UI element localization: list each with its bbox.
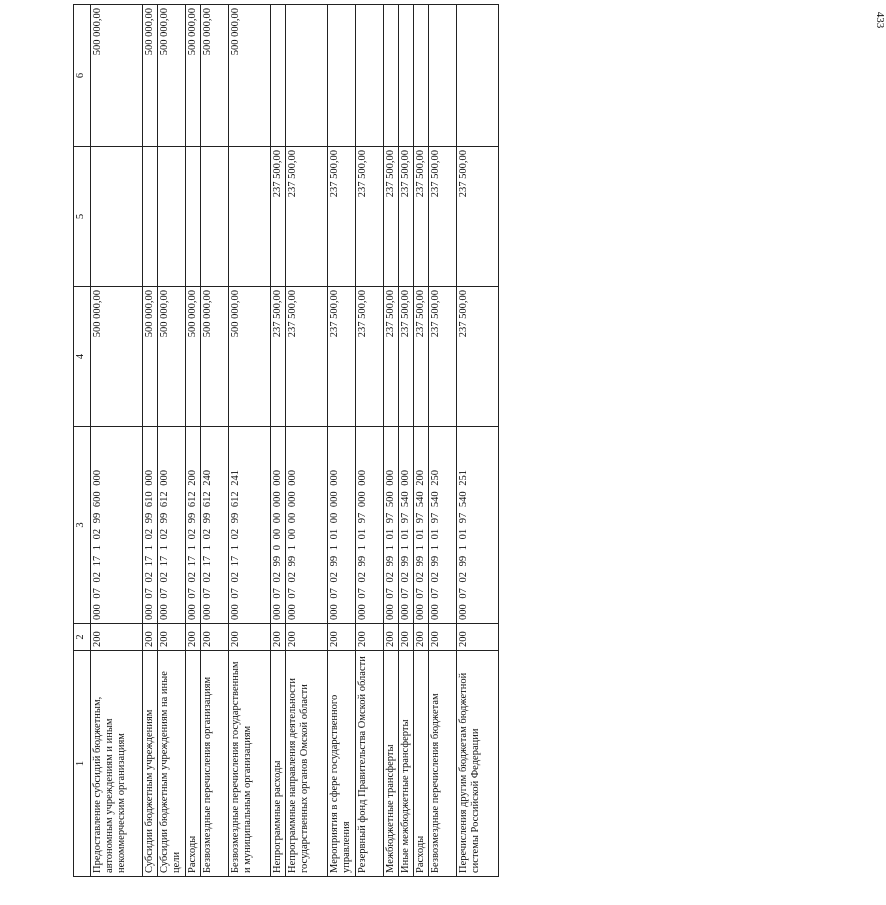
row-admin-code: 200 bbox=[143, 624, 158, 651]
row-value-col4: 237 500,00 bbox=[399, 287, 414, 427]
row-value-col4: 500 000,00 bbox=[91, 287, 143, 427]
row-name: Безвозмездные перечисления государственным и муниципальным организациям bbox=[229, 651, 271, 877]
table-header bbox=[74, 5, 91, 877]
row-value-col6: 500 000,00 bbox=[158, 5, 186, 147]
row-admin-code: 200 bbox=[414, 624, 429, 651]
row-value-col5: 237 500,00 bbox=[384, 147, 399, 287]
row-value-col5: 237 500,00 bbox=[356, 147, 384, 287]
row-value-col4: 500 000,00 bbox=[143, 287, 158, 427]
header-cell-3: 3 bbox=[74, 427, 91, 624]
row-value-col5: 237 500,00 bbox=[271, 147, 286, 287]
row-value-col6: 500 000,00 bbox=[186, 5, 201, 147]
row-admin-code: 200 bbox=[229, 624, 271, 651]
row-value-col4: 500 000,00 bbox=[186, 287, 201, 427]
row-value-col4: 237 500,00 bbox=[414, 287, 429, 427]
row-value-col5 bbox=[201, 147, 229, 287]
table-row bbox=[384, 5, 399, 877]
table-row bbox=[158, 5, 186, 877]
row-budget-code: 000 07 02 99 1 00 00 000 000 bbox=[286, 427, 328, 624]
table-row bbox=[143, 5, 158, 877]
row-name: Расходы bbox=[186, 651, 201, 877]
row-name: Межбюджетные трансферты bbox=[384, 651, 399, 877]
row-value-col6: 500 000,00 bbox=[91, 5, 143, 147]
table-row bbox=[414, 5, 429, 877]
row-admin-code: 200 bbox=[201, 624, 229, 651]
row-name: Мероприятия в сфере государственного управления bbox=[328, 651, 356, 877]
row-name: Иные межбюджетные трансферты bbox=[399, 651, 414, 877]
row-value-col6 bbox=[414, 5, 429, 147]
row-name: Субсидии бюджетным учреждениям на иные цели bbox=[158, 651, 186, 877]
table-row bbox=[91, 5, 143, 877]
row-budget-code: 000 07 02 99 1 01 97 500 000 bbox=[384, 427, 399, 624]
row-budget-code: 000 07 02 99 1 01 97 540 251 bbox=[457, 427, 499, 624]
row-budget-code: 000 07 02 99 1 01 97 540 250 bbox=[429, 427, 457, 624]
row-value-col4: 237 500,00 bbox=[356, 287, 384, 427]
row-value-col6 bbox=[399, 5, 414, 147]
row-admin-code: 200 bbox=[429, 624, 457, 651]
row-admin-code: 200 bbox=[457, 624, 499, 651]
row-value-col5 bbox=[91, 147, 143, 287]
row-name: Безвозмездные перечисления бюджетам bbox=[429, 651, 457, 877]
table-row bbox=[186, 5, 201, 877]
row-budget-code: 000 07 02 99 1 01 00 000 000 bbox=[328, 427, 356, 624]
row-value-col4: 237 500,00 bbox=[328, 287, 356, 427]
header-row bbox=[74, 5, 91, 877]
row-budget-code: 000 07 02 99 1 01 97 000 000 bbox=[356, 427, 384, 624]
row-budget-code: 000 07 02 17 1 02 99 612 200 bbox=[186, 427, 201, 624]
header-cell-4: 4 bbox=[74, 287, 91, 427]
row-value-col6: 500 000,00 bbox=[229, 5, 271, 147]
table-row bbox=[399, 5, 414, 877]
row-value-col5: 237 500,00 bbox=[286, 147, 328, 287]
row-value-col5 bbox=[229, 147, 271, 287]
row-name: Предоставление субсидий бюджетным, автономным учреждениям и иным некоммерческим организациям bbox=[91, 651, 143, 877]
row-value-col6 bbox=[286, 5, 328, 147]
row-admin-code: 200 bbox=[356, 624, 384, 651]
row-admin-code: 200 bbox=[186, 624, 201, 651]
row-admin-code: 200 bbox=[399, 624, 414, 651]
row-value-col5 bbox=[186, 147, 201, 287]
row-name: Субсидии бюджетным учреждениям bbox=[143, 651, 158, 877]
row-name: Непрограммные направления деятельности государственных органов Омской области bbox=[286, 651, 328, 877]
row-admin-code: 200 bbox=[286, 624, 328, 651]
row-budget-code: 000 07 02 99 0 00 00 000 000 bbox=[271, 427, 286, 624]
row-value-col6 bbox=[429, 5, 457, 147]
table-row bbox=[356, 5, 384, 877]
row-name: Безвозмездные перечисления организациям bbox=[201, 651, 229, 877]
page-number: 433 bbox=[874, 11, 886, 29]
row-admin-code: 200 bbox=[328, 624, 356, 651]
row-name: Перечисления другим бюджетам бюджетной системы Российской Федерации bbox=[457, 651, 499, 877]
row-budget-code: 000 07 02 17 1 02 99 612 240 bbox=[201, 427, 229, 624]
row-name: Резервный фонд Правительства Омской области bbox=[356, 651, 384, 877]
row-budget-code: 000 07 02 99 1 01 97 540 200 bbox=[414, 427, 429, 624]
table-row bbox=[457, 5, 499, 877]
row-budget-code: 000 07 02 99 1 01 97 540 000 bbox=[399, 427, 414, 624]
row-admin-code: 200 bbox=[271, 624, 286, 651]
row-budget-code: 000 07 02 17 1 02 99 600 000 bbox=[91, 427, 143, 624]
row-value-col4: 237 500,00 bbox=[457, 287, 499, 427]
row-value-col4: 500 000,00 bbox=[229, 287, 271, 427]
table-row bbox=[201, 5, 229, 877]
row-budget-code: 000 07 02 17 1 02 99 610 000 bbox=[143, 427, 158, 624]
row-value-col6 bbox=[328, 5, 356, 147]
header-cell-2: 2 bbox=[74, 624, 91, 651]
row-value-col4: 237 500,00 bbox=[286, 287, 328, 427]
row-value-col6: 500 000,00 bbox=[143, 5, 158, 147]
header-cell-6: 6 bbox=[74, 5, 91, 147]
row-value-col6 bbox=[457, 5, 499, 147]
row-value-col6 bbox=[356, 5, 384, 147]
row-value-col4: 237 500,00 bbox=[384, 287, 399, 427]
row-value-col5: 237 500,00 bbox=[457, 147, 499, 287]
row-value-col5 bbox=[143, 147, 158, 287]
rotated-table-container bbox=[73, 5, 636, 877]
row-admin-code: 200 bbox=[158, 624, 186, 651]
row-value-col5 bbox=[158, 147, 186, 287]
row-value-col5: 237 500,00 bbox=[429, 147, 457, 287]
header-cell-1: 1 bbox=[74, 651, 91, 877]
table-row bbox=[229, 5, 271, 877]
row-value-col6 bbox=[384, 5, 399, 147]
row-value-col4: 237 500,00 bbox=[429, 287, 457, 427]
row-value-col5: 237 500,00 bbox=[328, 147, 356, 287]
row-value-col6 bbox=[271, 5, 286, 147]
row-name: Непрограммные расходы bbox=[271, 651, 286, 877]
row-budget-code: 000 07 02 17 1 02 99 612 241 bbox=[229, 427, 271, 624]
row-value-col4: 500 000,00 bbox=[158, 287, 186, 427]
row-value-col5: 237 500,00 bbox=[414, 147, 429, 287]
row-admin-code: 200 bbox=[384, 624, 399, 651]
header-cell-5: 5 bbox=[74, 147, 91, 287]
row-budget-code: 000 07 02 17 1 02 99 612 000 bbox=[158, 427, 186, 624]
table-row bbox=[429, 5, 457, 877]
row-value-col6: 500 000,00 bbox=[201, 5, 229, 147]
table-row bbox=[286, 5, 328, 877]
row-admin-code: 200 bbox=[91, 624, 143, 651]
table-row bbox=[328, 5, 356, 877]
row-value-col4: 500 000,00 bbox=[201, 287, 229, 427]
row-value-col5: 237 500,00 bbox=[399, 147, 414, 287]
row-value-col4: 237 500,00 bbox=[271, 287, 286, 427]
row-name: Расходы bbox=[414, 651, 429, 877]
table-row bbox=[271, 5, 286, 877]
budget-table bbox=[73, 4, 499, 877]
